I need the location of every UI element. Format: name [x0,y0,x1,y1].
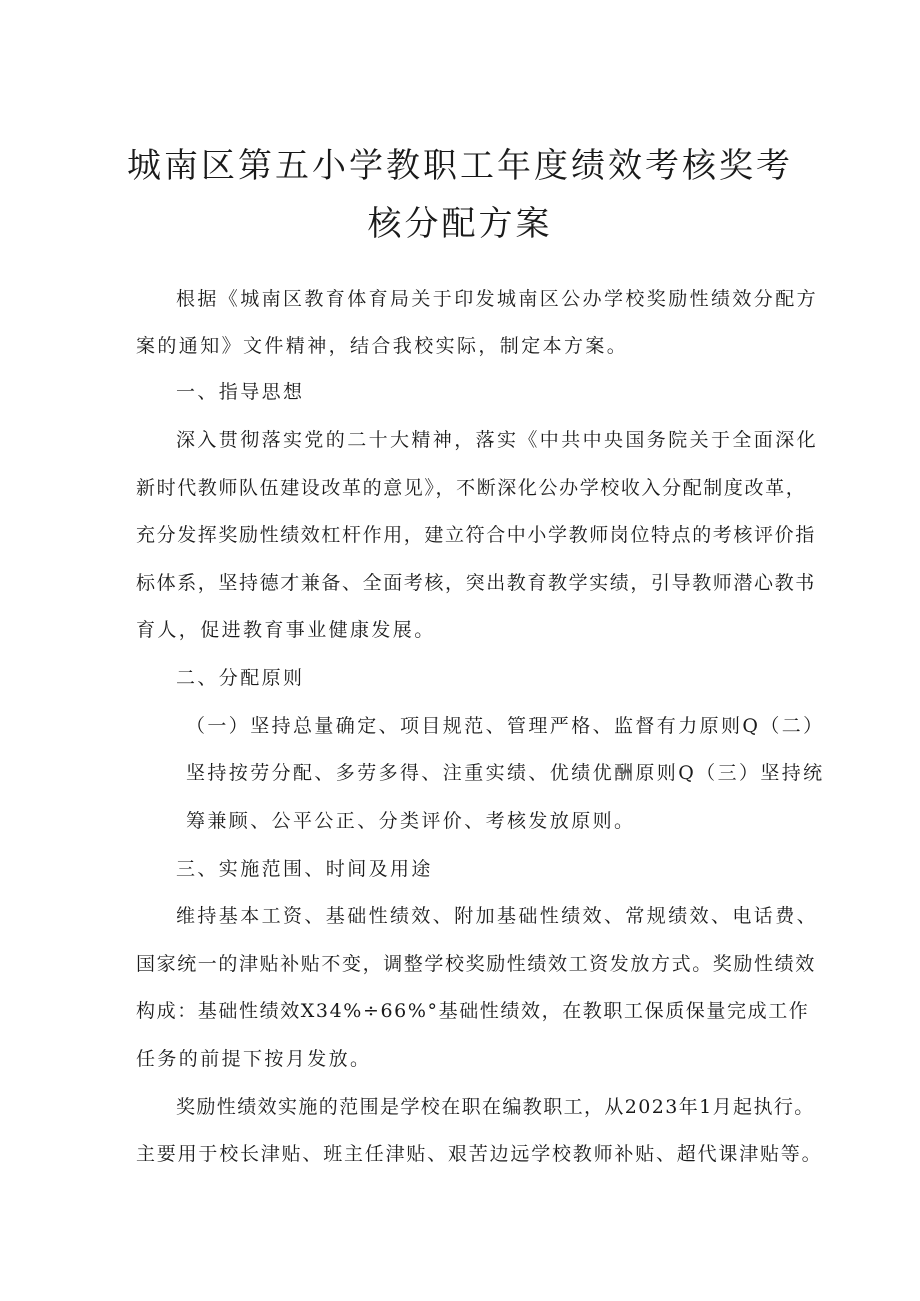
body-line: 根据《城南区教育体育局关于印发城南区公办学校奖励性绩效分配方 [176,288,819,310]
body-line: 标体系，坚持德才兼备、全面考核，突出教育教学实绩，引导教师潜心教书 [136,572,816,594]
body-line: 奖励性绩效实施的范围是学校在职在编教职工，从2023年1月起执行。 [176,1096,815,1118]
section-heading: 二、分配原则 [176,667,305,689]
body-line: 案的通知》文件精神，结合我校实际，制定本方案。 [136,335,629,357]
body-line: 国家统一的津贴补贴不变，调整学校奖励性绩效工资发放方式。奖励性绩效 [136,953,816,975]
body-line: 维持基本工资、基础性绩效、附加基础性绩效、常规绩效、电话费、 [176,905,819,927]
section-heading: 三、实施范围、时间及用途 [176,858,433,880]
body-line: 任务的前提下按月发放。 [136,1048,372,1070]
section-heading: 一、指导思想 [176,381,305,403]
document-title-line-1: 城南区第五小学教职工年度绩效考核奖考 [127,146,793,186]
body-line: 育人，促进教育事业健康发展。 [136,619,436,641]
body-line: （一）坚持总量确定、项目规范、管理严格、监督有力原则Q（二） [186,715,825,737]
document-title-line-2: 核分配方案 [367,204,553,244]
body-line: 坚持按劳分配、多劳多得、注重实绩、优绩优酬原则Q（三）坚持统 [186,762,825,784]
body-line: 充分发挥奖励性绩效杠杆作用，建立符合中小学教师岗位特点的考核评价指 [136,524,816,546]
body-line: 筹兼顾、公平公正、分类评价、考核发放原则。 [186,810,636,832]
body-line: 主要用于校长津贴、班主任津贴、艰苦边远学校教师补贴、超代课津贴等。 [136,1143,823,1165]
body-line: 新时代教师队伍建设改革的意见》，不断深化公办学校收入分配制度改革， [136,477,807,499]
body-line: 构成：基础性绩效X34%÷66%°基础性绩效，在教职工保质保量完成工作 [136,1000,810,1022]
body-line: 深入贯彻落实党的二十大精神，落实《中共中央国务院关于全面深化 [176,429,819,451]
